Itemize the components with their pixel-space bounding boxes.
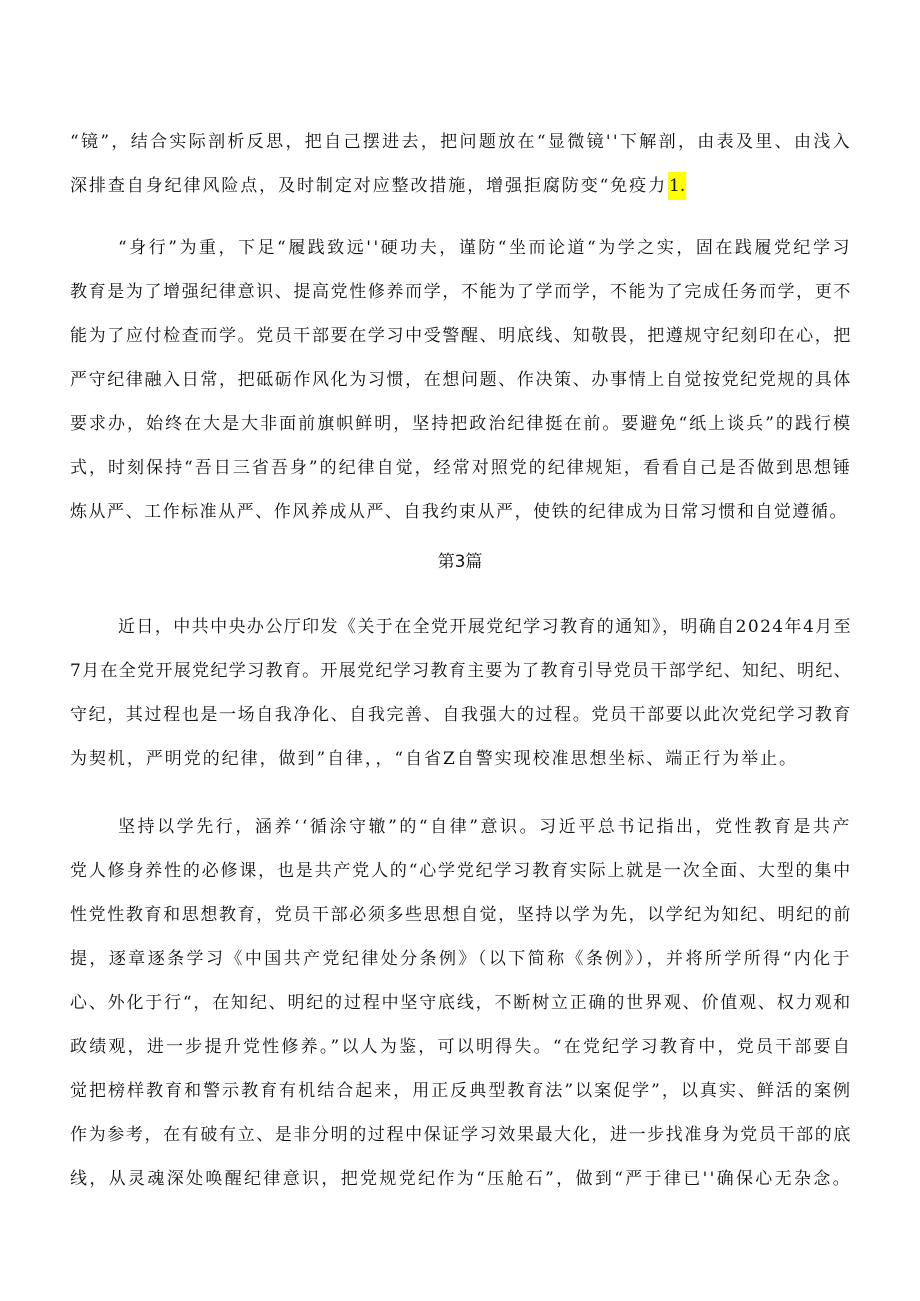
para2-line [0,277,920,307]
para4-line [0,900,920,930]
para1-line-text: “镜”，结合实际剖析反思，把自己摆进去，把问题放在“显微镜''下解剖，由表及里、由浅入 [70,132,852,152]
para4-line [0,988,920,1018]
para4-line [0,812,920,842]
para4-line [0,1120,920,1150]
para4-line-text: 觉把榜样教育和警示教育有机结合起来，用正反典型教育法”以案促学”，以真实、鲜活的案例 [70,1081,852,1101]
para1-line-text: 深排查自身纪律风险点，及时制定对应整改措施，增强拒腐防变“免疫力 [70,176,667,196]
para2-line [0,365,920,395]
para2-line [0,409,920,439]
para4-line [0,1032,920,1062]
para2-line [0,497,920,527]
para2-line-text: 要求办，始终在大是大非面前旗帜鲜明，坚持把政治纪律挺在前。要避免“纸上谈兵”的践行模 [70,414,852,434]
para4-line-text: 作为参考，在有破有立、是非分明的过程中保证学习效果最大化，进一步找准身为党员干部的底 [70,1125,852,1145]
para2-line-text: “身行”为重，下足“履践致远''硬功夫，谨防“坐而论道“为学之实，固在践履党纪学习 [118,238,852,258]
para3-line-text: 7月在全党开展党纪学习教育。开展党纪学习教育主要为了教育引导党员干部学纪、知纪、明纪、 [70,661,852,681]
para4-line-text: 坚持以学先行，涵养‘‘循涂守辙”的“自律”意识。习近平总书记指出，党性教育是共产 [118,817,852,837]
para1-line [0,171,920,201]
highlighted-text: 1. [668,172,686,200]
para4-line-text: 党人修身养性的必修课，也是共产党人的“心学党纪学习教育实际上就是一次全面、大型的集中 [70,861,852,881]
para3-line-text: 守纪，其过程也是一场自我净化、自我完善、自我强大的过程。党员干部要以此次党纪学习教育 [70,705,852,725]
para3-line [0,700,920,730]
para3-line [0,612,920,642]
para2-line-text: 能为了应付检查而学。党员干部要在学习中受警醒、明底线、知敬畏，把遵规守纪刻印在心，把 [70,326,852,346]
para2-line [0,321,920,351]
para4-line [0,944,920,974]
para3-line [0,744,920,774]
para4-line-text: 线，从灵魂深处唤醒纪律意识，把党规党纪作为“压舱石”，做到“严于律已''确保心无杂念。 [70,1169,852,1189]
para2-line-text: 严守纪律融入日常，把砥砺作风化为习惯，在想问题、作决策、办事情上自觉按党纪党规的具体 [70,370,852,390]
para3-line-text: 近日，中共中央办公厅印发《关于在全党开展党纪学习教育的通知》，明确自2024年4月至 [118,617,852,637]
section-heading: 第3篇 [437,552,483,572]
para2-line-text: 炼从严、工作标准从严、作风养成从严、自我约束从严，使铁的纪律成为日常习惯和自觉遵循。 [70,502,848,522]
para2-line [0,453,920,483]
para3-line [0,656,920,686]
para4-line [0,1164,920,1194]
para4-line [0,856,920,886]
para4-line-text: 心、外化于行“，在知纪、明纪的过程中坚守底线，不断树立正确的世界观、价值观、权力观和 [70,993,852,1013]
para4-line [0,1076,920,1106]
para4-line-text: 性党性教育和思想教育，党员干部必须多些思想自觉，坚持以学为先，以学纪为知纪、明纪的前 [70,905,852,925]
para2-line [0,233,920,263]
para1-line [0,127,920,157]
para3-line-text: 为契机，严明党的纪律，做到”自律，，“自省Z自警实现校准思想坐标、端正行为举止。 [70,749,798,769]
para2-line-text: 式，时刻保持“吾日三省吾身”的纪律自觉，经常对照党的纪律规矩，看看自己是否做到思想锤 [70,458,852,478]
para4-line-text: 政绩观，进一步提升党性修养。”以人为鉴，可以明得失。“在党纪学习教育中，党员干部要自 [70,1037,852,1057]
para4-line-text: 提，逐章逐条学习《中国共产党纪律处分条例》（以下简称《条例》），并将所学所得“内化于 [70,949,852,969]
para2-line-text: 教育是为了增强纪律意识、提高党性修养而学，不能为了学而学，不能为了完成任务而学，更不 [70,282,852,302]
